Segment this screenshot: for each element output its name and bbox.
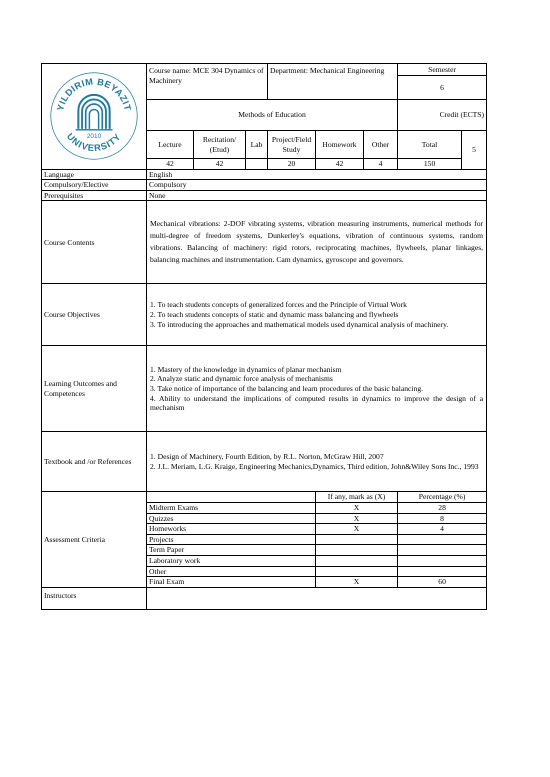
assessment-item-name: Final Exam — [147, 577, 316, 588]
university-seal-icon — [48, 70, 140, 162]
info-label: Prerequisites — [42, 190, 147, 201]
outcome-item: 1. Mastery of the knowledge in dynamics of planar mechanism — [150, 364, 342, 374]
university-logo — [42, 64, 147, 170]
assessment-item-name: Term Paper — [147, 545, 316, 556]
assessment-item-name: Laboratory work — [147, 555, 316, 566]
methods-label: Methods of Education — [147, 100, 398, 131]
objective-item: 2. To teach students concepts of static and dynamic mass balancing and flywheels — [150, 310, 399, 320]
references-list — [147, 432, 487, 492]
assessment-item-percent — [398, 566, 487, 577]
instructors-label: Instructors — [42, 587, 147, 609]
assessment-item-mark: X — [316, 524, 398, 535]
hours-other: 4 — [364, 159, 398, 170]
hours-lab — [246, 159, 268, 170]
learning-outcomes-label: Learning Outcomes and Competences — [42, 346, 147, 432]
assessment-item-percent: 8 — [398, 513, 487, 524]
hours-recitation: 42 — [194, 159, 246, 170]
credit-label: Credit (ECTS) — [398, 100, 487, 131]
objective-item: 1. To teach students concepts of generalized forces and the Principle of Virtual Work — [150, 300, 407, 310]
logo-year: 2010 — [86, 133, 102, 141]
info-value: Compulsory — [147, 180, 487, 191]
assessment-header-blank — [147, 492, 316, 503]
assessment-item-mark — [316, 555, 398, 566]
outcome-item: 3. Take notice of importance of the balancing and learn procedures of the basic balancing. — [150, 384, 424, 394]
reference-item: 1. Design of Machinery, Fourth Edition, by R.L. Norton, McGraw Hill, 2007 — [150, 452, 384, 462]
assessment-item-mark: X — [316, 577, 398, 588]
course-contents-label: Course Contents — [42, 201, 147, 284]
assessment-item-name: Homeworks — [147, 524, 316, 535]
assessment-item-mark: X — [316, 513, 398, 524]
hours-lecture: 42 — [147, 159, 194, 170]
col-total: Total — [398, 131, 462, 159]
info-value: English — [147, 169, 487, 180]
course-contents-text: Mechanical vibrations: 2-DOF vibrating systems, vibration measuring instruments, numerical methods for multi-degree of freedom systems, Dunkerley's equations, vibration of continuous systems, random vibrations. Balancing of machinery: rigid rotors, reciprocating machines, flywheels, planar linkages, balancing machines and instrumentation. Cam dynamics, gyroscope and governors. — [147, 201, 487, 284]
info-label: Compulsory/Elective — [42, 180, 147, 191]
hours-total: 150 — [398, 159, 462, 170]
col-project: Project/Field Study — [268, 131, 316, 159]
course-objectives-list — [147, 284, 487, 346]
assessment-item-mark: X — [316, 502, 398, 513]
assessment-item-name: Midterm Exams — [147, 502, 316, 513]
col-other: Other — [364, 131, 398, 159]
info-label: Language — [42, 169, 147, 180]
assessment-header-percent: Percentage (%) — [398, 492, 487, 503]
col-lab: Lab — [246, 131, 268, 159]
assessment-item-percent: 4 — [398, 524, 487, 535]
credit-value: 5 — [462, 131, 487, 170]
assessment-item-name: Other — [147, 566, 316, 577]
assessment-item-percent: 28 — [398, 502, 487, 513]
assessment-item-percent — [398, 534, 487, 545]
assessment-header-mark: If any, mark as (X) — [316, 492, 398, 503]
col-recitation: Recitation/ (Etud) — [194, 131, 246, 159]
logo-text-bottom: UNIVERSITY — [64, 131, 124, 154]
outcome-item: 2. Analyze static and dynamic force analysis of mechanisms — [150, 374, 333, 384]
semester-label: Semester — [398, 64, 487, 76]
objective-item: 3. To introducing the approaches and mathematical models used dynamical analysis of machinery. — [150, 319, 449, 329]
assessment-item-percent: 60 — [398, 577, 487, 588]
syllabus-table — [41, 63, 487, 610]
department: Department: Mechanical Engineering — [268, 64, 398, 100]
info-value: None — [147, 190, 487, 201]
outcome-item: 4. Ability to understand the implications of computed results in dynamics to improve the design of a mechanism — [150, 393, 484, 413]
assessment-item-percent — [398, 555, 487, 566]
reference-item: 2. J.L. Meriam, L.G. Kraige, Engineering Mechanics,Dynamics, Third edition, John&Wiley Sons Inc., 1993 — [150, 461, 479, 471]
assessment-label: Assessment Criteria — [42, 492, 147, 587]
col-lecture: Lecture — [147, 131, 194, 159]
assessment-item-mark — [316, 545, 398, 556]
references-label: Textbook and /or References — [42, 432, 147, 492]
assessment-item-mark — [316, 566, 398, 577]
learning-outcomes-list — [147, 346, 487, 432]
semester-value: 6 — [398, 76, 487, 100]
assessment-item-percent — [398, 545, 487, 556]
course-objectives-label: Course Objectives — [42, 284, 147, 346]
hours-homework: 42 — [316, 159, 364, 170]
course-syllabus-document — [41, 63, 486, 610]
assessment-item-mark — [316, 534, 398, 545]
instructors-value — [147, 587, 487, 609]
logo-text-top: YILDIRIM BEYAZIT — [55, 76, 133, 113]
hours-project: 20 — [268, 159, 316, 170]
course-name: Course name: MCE 304 Dynamics of Machinery — [147, 64, 268, 100]
assessment-item-name: Quizzes — [147, 513, 316, 524]
col-homework: Homework — [316, 131, 364, 159]
assessment-item-name: Projects — [147, 534, 316, 545]
